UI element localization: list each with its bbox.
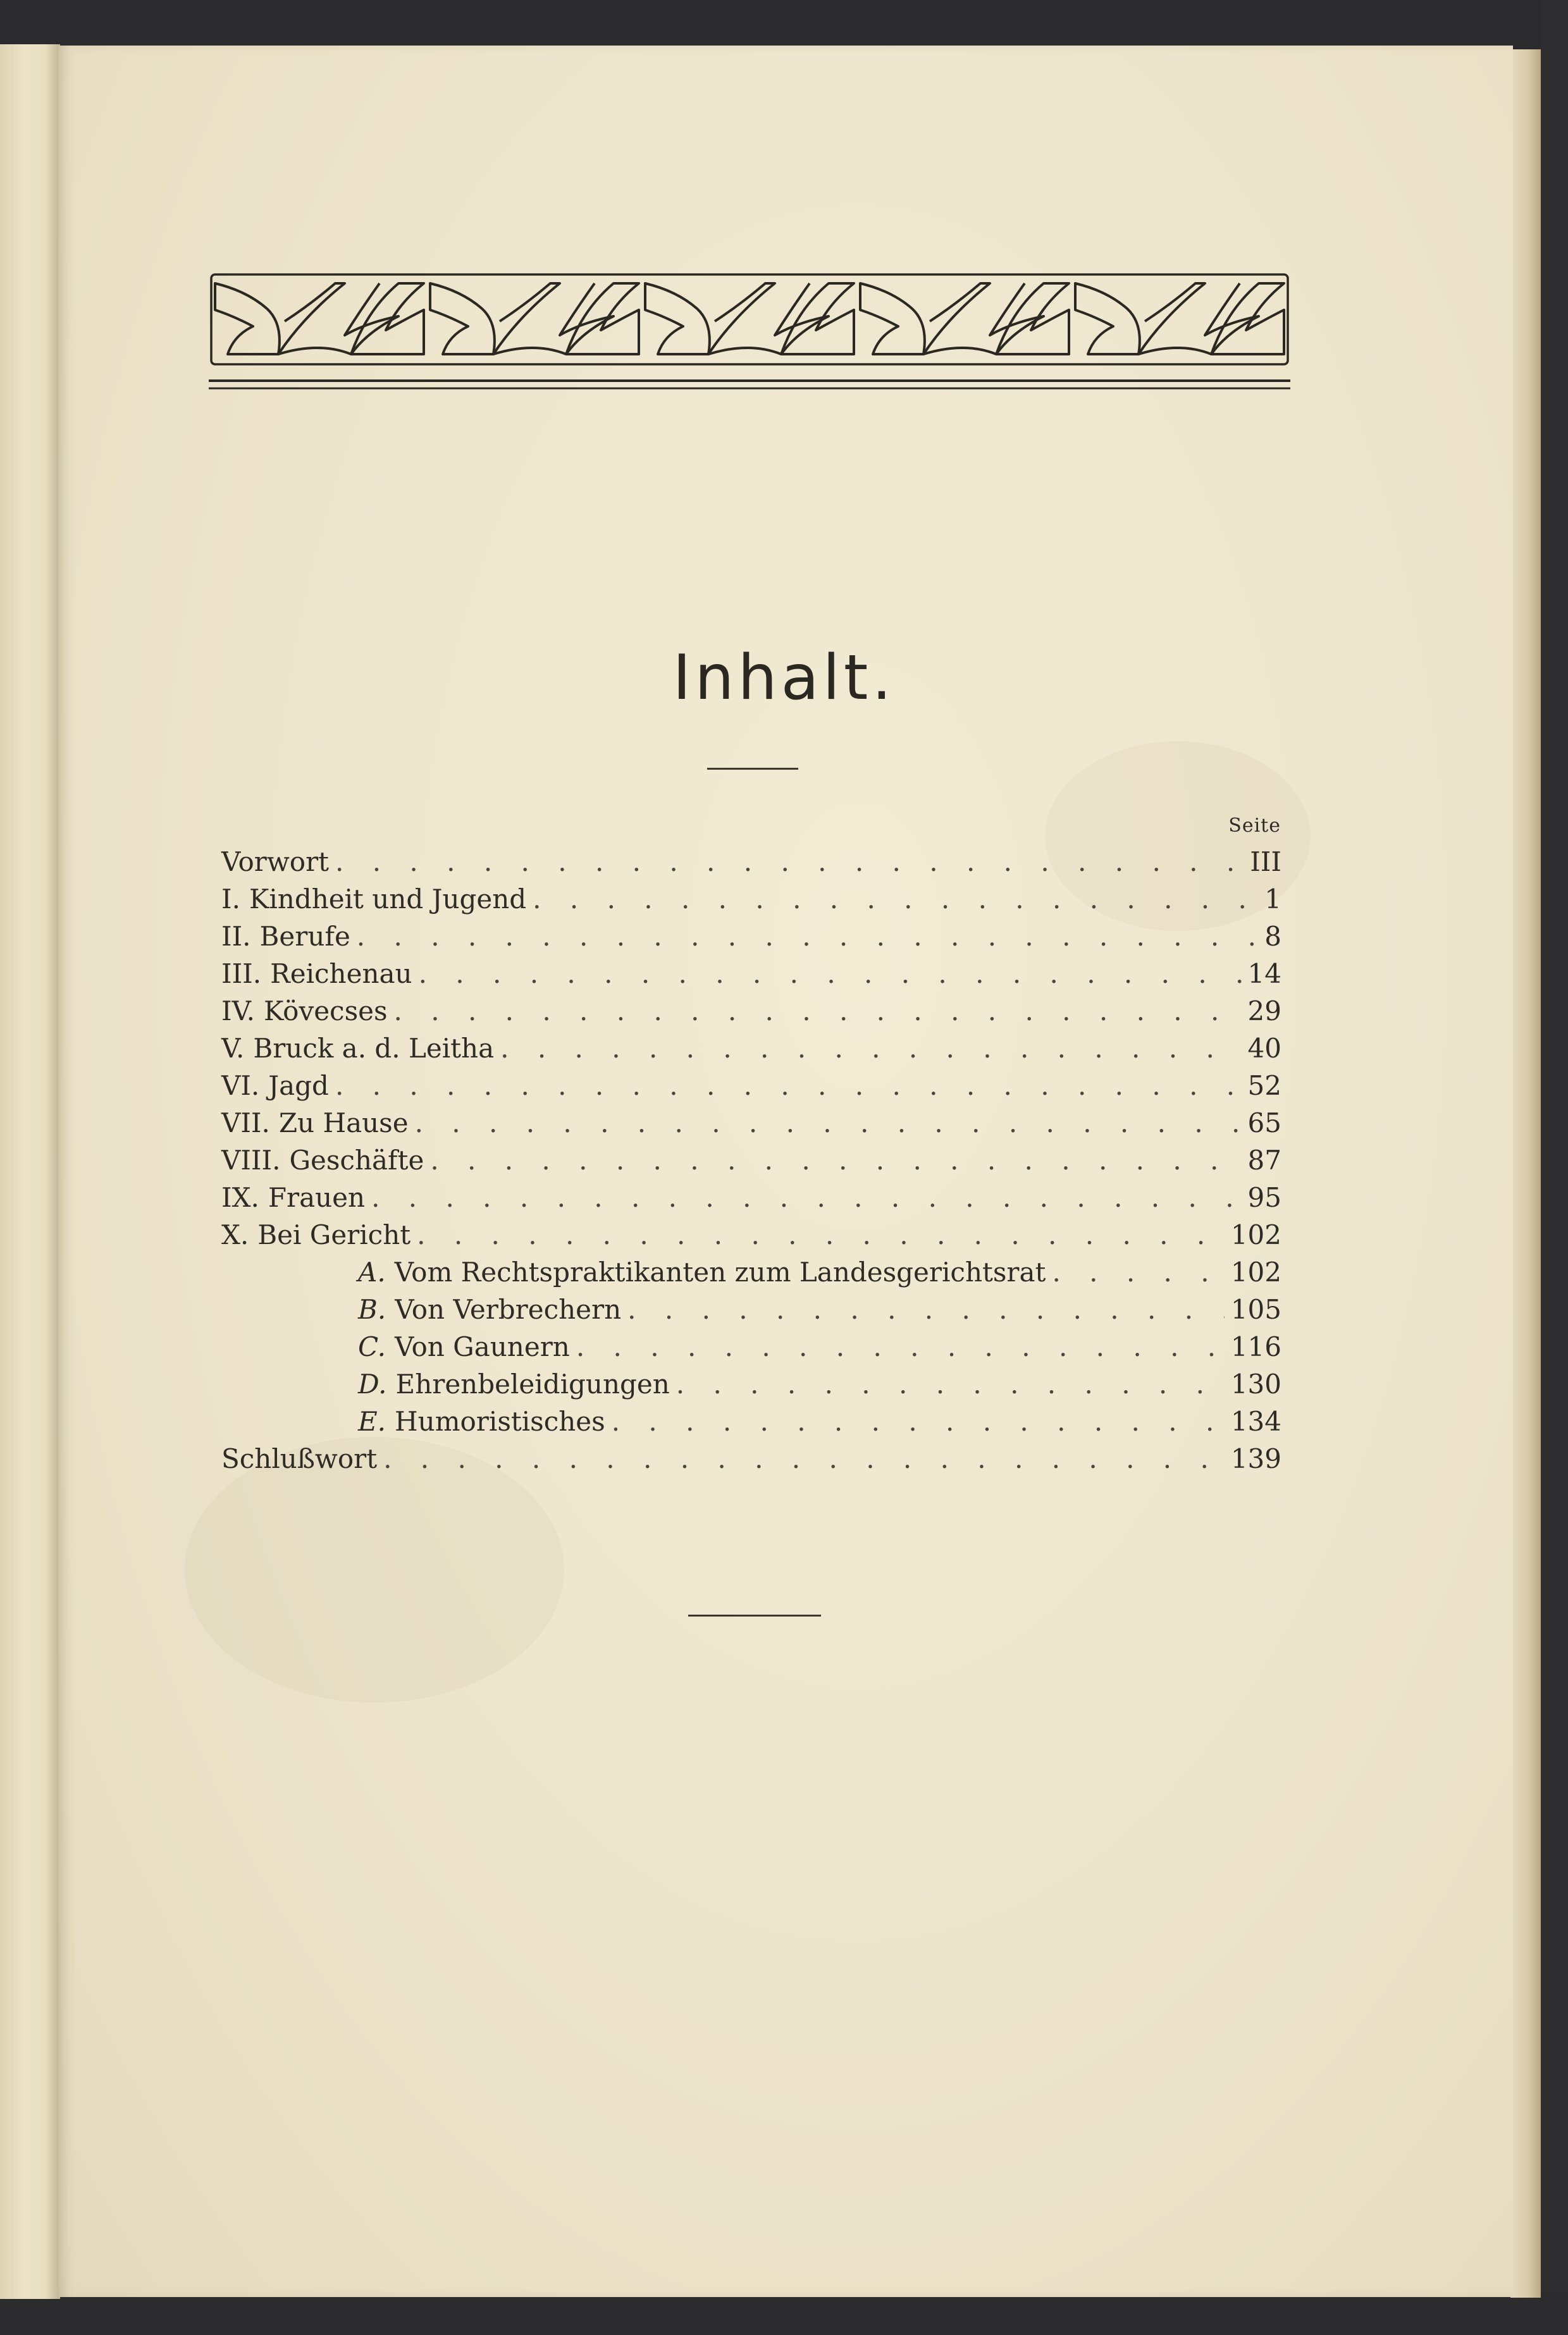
column-header-page: Seite xyxy=(1228,815,1281,837)
entry-label: Bei Gericht xyxy=(257,1219,411,1250)
toc-sub-entry xyxy=(358,1292,1281,1328)
leader-dots xyxy=(576,1329,1225,1365)
leader-dots xyxy=(627,1292,1225,1328)
leader-dots xyxy=(676,1367,1225,1402)
toc-entry xyxy=(221,1031,1281,1066)
entry-page: 102 xyxy=(1230,1219,1281,1250)
entry-label: Berufe xyxy=(259,921,350,952)
entry-label: Von Verbrechern xyxy=(395,1294,622,1325)
chapter-number: I. xyxy=(221,884,240,915)
entry-label: Reichenau xyxy=(270,958,412,989)
section-letter: A. xyxy=(358,1257,386,1288)
entry-page: 14 xyxy=(1247,958,1281,989)
chapter-number: IX. xyxy=(221,1182,259,1213)
toc-entry xyxy=(221,882,1281,917)
entry-label: Zu Hause xyxy=(278,1107,409,1138)
entry-page: 95 xyxy=(1247,1182,1281,1213)
closing-rule xyxy=(688,1615,821,1617)
section-letter: B. xyxy=(358,1294,386,1325)
toc-entry xyxy=(221,1217,1281,1253)
leader-dots xyxy=(419,956,1242,992)
toc-entry xyxy=(221,994,1281,1029)
entry-page: 87 xyxy=(1247,1145,1281,1176)
leader-dots xyxy=(500,1031,1241,1066)
entry-label: Kindheit und Jugend xyxy=(249,884,527,915)
toc-entry xyxy=(221,919,1281,954)
chapter-number: VII. xyxy=(221,1107,270,1138)
entry-page: 130 xyxy=(1230,1369,1281,1400)
leader-dots xyxy=(415,1106,1242,1141)
entry-page: III xyxy=(1250,846,1281,877)
entry-page: 29 xyxy=(1247,995,1281,1026)
toc-sub-entry xyxy=(358,1404,1281,1439)
toc-entry xyxy=(221,1180,1281,1216)
page-title: Inhalt. xyxy=(672,642,896,714)
section-letter: E. xyxy=(358,1406,386,1437)
leader-dots xyxy=(430,1143,1241,1178)
chapter-number: III. xyxy=(221,958,262,989)
leader-dots xyxy=(394,994,1242,1029)
entry-page: 52 xyxy=(1247,1070,1281,1101)
leader-dots xyxy=(357,919,1258,954)
entry-label: Humoristisches xyxy=(395,1406,605,1437)
entry-page: 139 xyxy=(1230,1443,1281,1474)
leader-dots xyxy=(1052,1255,1224,1290)
section-letter: C. xyxy=(358,1331,386,1362)
entry-page: 8 xyxy=(1264,921,1281,952)
toc-sub-entry xyxy=(358,1255,1281,1290)
toc-entry xyxy=(221,1068,1281,1104)
entry-label: Bruck a. d. Leitha xyxy=(253,1033,495,1064)
toc-entry xyxy=(221,1143,1281,1178)
entry-label: Von Gaunern xyxy=(395,1331,570,1362)
entry-label: Ehrenbeleidigungen xyxy=(395,1369,670,1400)
entry-page: 116 xyxy=(1230,1331,1281,1362)
entry-label: Frauen xyxy=(268,1182,366,1213)
leader-dots xyxy=(335,844,1244,880)
toc-entry xyxy=(221,844,1281,880)
leader-dots xyxy=(612,1404,1225,1439)
leader-dots xyxy=(417,1217,1225,1253)
entry-label: Kövecses xyxy=(263,995,388,1026)
entry-page: 1 xyxy=(1264,884,1281,915)
entry-page: 134 xyxy=(1230,1406,1281,1437)
chapter-number: VIII. xyxy=(221,1145,281,1176)
leader-dots xyxy=(335,1068,1242,1104)
entry-label: Geschäfte xyxy=(289,1145,424,1176)
chapter-number: X. xyxy=(221,1219,249,1250)
entry-page: 105 xyxy=(1230,1294,1281,1325)
entry-page: 65 xyxy=(1247,1107,1281,1138)
entry-page: 40 xyxy=(1247,1033,1281,1064)
toc-sub-entry xyxy=(358,1329,1281,1365)
chapter-number: II. xyxy=(221,921,251,952)
entry-page: 102 xyxy=(1230,1257,1281,1288)
toc-entry xyxy=(221,1441,1281,1477)
leader-dots xyxy=(371,1180,1241,1216)
entry-label: Schlußwort xyxy=(221,1443,378,1474)
entry-label: Jagd xyxy=(268,1070,329,1101)
section-letter: D. xyxy=(358,1369,387,1400)
leader-dots xyxy=(533,882,1258,917)
chapter-number: V. xyxy=(221,1033,245,1064)
chapter-number: IV. xyxy=(221,995,255,1026)
toc-entry xyxy=(221,956,1281,992)
chapter-number: VI. xyxy=(221,1070,260,1101)
toc-sub-entry xyxy=(358,1367,1281,1402)
entry-label: Vorwort xyxy=(221,846,330,877)
toc-entry xyxy=(221,1106,1281,1141)
entry-label: Vom Rechtspraktikanten zum Landesgerichtsrat xyxy=(394,1257,1046,1288)
leader-dots xyxy=(383,1441,1225,1477)
